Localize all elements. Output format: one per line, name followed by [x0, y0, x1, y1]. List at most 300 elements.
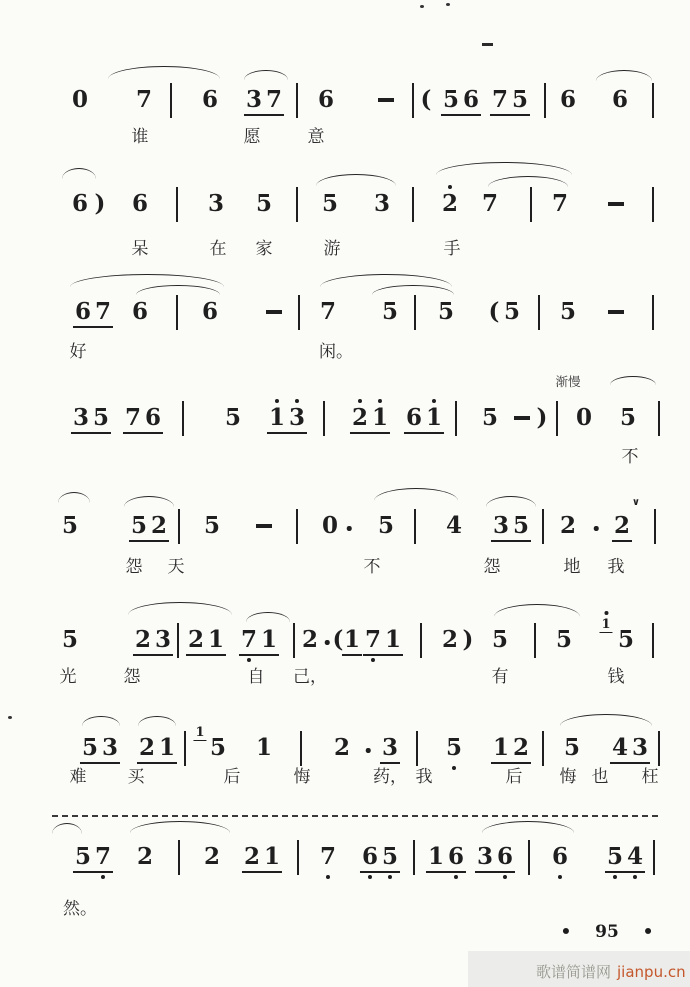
octave-dot-below	[633, 875, 637, 879]
note-digit: 1	[343, 626, 361, 653]
note-digit: 5	[61, 626, 79, 653]
note	[480, 192, 500, 218]
note-digit: 2	[441, 626, 459, 653]
note-digit: 1	[599, 618, 612, 631]
slur-mark	[596, 70, 652, 81]
octave-dot-below	[388, 875, 392, 879]
note-digit: 5	[61, 512, 79, 539]
lyric-syllable: 买	[127, 767, 145, 787]
barline	[658, 731, 660, 766]
note-digit: 6	[145, 404, 162, 431]
note-digit: 6	[360, 845, 380, 868]
lyric-syllable: 悔	[559, 767, 577, 787]
slur-mark	[488, 176, 568, 187]
duration-dash	[266, 310, 282, 314]
barline	[654, 509, 656, 544]
note-digit: 2	[301, 626, 319, 653]
note	[70, 88, 90, 114]
note	[123, 406, 163, 434]
note-digit: 5	[74, 843, 91, 870]
note-digit: )	[94, 190, 106, 217]
slur-mark	[62, 168, 96, 179]
slur-mark	[52, 823, 82, 834]
barline	[412, 187, 414, 222]
note	[612, 497, 641, 542]
note	[244, 88, 284, 116]
lyric-syllable: 光	[59, 667, 77, 687]
note	[605, 845, 645, 873]
parenthesis-mark	[461, 628, 476, 654]
note-digit: 7	[135, 86, 153, 113]
lyric-syllable: 我	[607, 557, 625, 577]
slur-mark	[482, 821, 574, 833]
note-digit: 2	[350, 406, 370, 429]
note-digit: 7	[95, 298, 112, 325]
lyric-syllable: 我	[415, 767, 433, 787]
lyric-syllable: 怨	[123, 667, 141, 687]
note	[300, 628, 320, 654]
note-digit: 7	[319, 298, 337, 325]
note-digit: 7	[551, 190, 569, 217]
note-digit: 2	[513, 734, 530, 761]
note-digit: 5	[209, 734, 227, 761]
note-digit: 5	[130, 512, 147, 539]
octave-dot-below	[326, 875, 330, 879]
note	[550, 192, 570, 218]
note-digit: 3	[476, 843, 493, 870]
note	[342, 628, 362, 656]
barline	[652, 83, 654, 118]
note-digit: 5	[81, 734, 98, 761]
note	[554, 628, 574, 654]
barline	[420, 623, 422, 658]
note	[440, 192, 460, 218]
note	[130, 300, 150, 326]
note-digit: 3	[287, 406, 307, 429]
note-digit: 7	[124, 404, 141, 431]
note	[60, 628, 80, 654]
lyric-syllable: 好	[69, 342, 87, 362]
note	[616, 628, 636, 654]
note-digit: (	[332, 626, 344, 653]
note-digit: 3	[102, 734, 119, 761]
barline	[182, 401, 184, 436]
note-digit: 1	[255, 734, 273, 761]
augmentation-dot	[347, 526, 352, 531]
watermark	[536, 961, 686, 982]
page-number-value: 95	[595, 922, 619, 942]
note-digit: 7	[239, 628, 259, 651]
barline	[414, 295, 416, 330]
note-digit: 5	[559, 298, 577, 325]
barline	[544, 83, 546, 118]
octave-dot-below	[101, 875, 105, 879]
note-digit: 5	[503, 298, 521, 325]
barline	[455, 401, 457, 436]
note-digit: 2	[333, 734, 351, 761]
note-digit: 4	[445, 512, 463, 539]
octave-dot-below	[452, 766, 456, 770]
note-digit: 3	[155, 626, 172, 653]
note-digit: 1	[370, 406, 390, 429]
note-digit: 5	[512, 86, 529, 113]
slur-mark	[58, 492, 90, 503]
barline	[658, 401, 660, 436]
note-digit: 7	[363, 628, 383, 651]
lyric-syllable: 手	[443, 239, 461, 259]
parenthesis-mark	[487, 300, 502, 326]
watermark-site-name: 歌谱简谱网	[536, 963, 612, 981]
barline	[178, 840, 180, 875]
barline	[652, 187, 654, 222]
octave-dot-below	[371, 658, 375, 662]
note-digit: 2	[138, 734, 155, 761]
note	[490, 628, 510, 654]
note-digit: 1	[385, 626, 402, 653]
note-digit: 6	[446, 845, 466, 868]
note	[610, 736, 650, 764]
slur-mark	[436, 162, 572, 175]
note	[491, 514, 531, 542]
note	[490, 88, 530, 116]
note-digit: 5	[605, 845, 625, 868]
note	[239, 628, 279, 656]
print-speck	[446, 3, 450, 6]
octave-dot-above	[432, 399, 436, 403]
note-digit: 2	[151, 512, 168, 539]
barline	[528, 840, 530, 875]
note	[562, 736, 582, 762]
lyric-syllable: 天	[167, 557, 185, 577]
lyric-syllable: 怨	[483, 557, 501, 577]
note-digit: 1	[267, 406, 287, 429]
note	[254, 736, 274, 762]
barline	[530, 187, 532, 222]
lyric-syllable: 谁	[131, 127, 149, 147]
parenthesis-mark	[419, 88, 434, 114]
note	[558, 300, 578, 326]
lyric-syllable: 悔	[293, 767, 311, 787]
slur-mark	[494, 604, 580, 617]
barline	[296, 187, 298, 222]
note	[376, 514, 396, 540]
note-digit: 1	[492, 734, 509, 761]
note	[320, 192, 340, 218]
augmentation-dot	[366, 748, 371, 753]
note-digit: 7	[93, 845, 113, 868]
barline	[296, 509, 298, 544]
slur-mark	[82, 716, 120, 726]
barline	[652, 295, 654, 330]
note	[200, 300, 220, 326]
lyric-syllable: 闲。	[319, 342, 353, 362]
lyric-syllable: 自	[247, 667, 265, 687]
note	[332, 736, 352, 762]
note	[137, 736, 177, 764]
note-digit: )	[462, 626, 474, 653]
lyric-syllable: 游	[323, 239, 341, 259]
note-digit: 5	[381, 298, 399, 325]
note	[436, 300, 456, 326]
note-digit: 3	[492, 512, 509, 539]
barline	[300, 731, 302, 766]
duration-dash	[378, 98, 394, 102]
tempo-label: 渐慢	[555, 374, 581, 389]
note	[444, 736, 464, 762]
lyric-syllable: 然。	[63, 899, 97, 919]
note	[363, 628, 403, 656]
note-digit: 1	[264, 843, 281, 870]
grace-note	[193, 726, 206, 741]
lyric-syllable: 不	[363, 557, 381, 577]
note	[133, 628, 173, 656]
note-digit: 2	[134, 626, 151, 653]
note-digit: (	[488, 298, 500, 325]
note	[73, 845, 113, 873]
note-digit: 6	[74, 298, 91, 325]
note	[558, 514, 578, 540]
octave-dot-above	[275, 399, 279, 403]
note	[404, 406, 444, 434]
duration-dash	[608, 310, 624, 314]
note-digit: 7	[318, 845, 338, 868]
octave-dot-below	[247, 658, 251, 662]
octave-dot-above	[378, 399, 382, 403]
lyric-syllable: 愿	[243, 127, 261, 147]
note-digit: 0	[71, 86, 89, 113]
octave-dot-below	[613, 875, 617, 879]
note-digit: )	[536, 404, 548, 431]
note-digit: 1	[159, 734, 176, 761]
duration-dash	[608, 202, 624, 206]
slur-mark	[610, 376, 656, 385]
lyric-syllable: 也	[591, 767, 609, 787]
note-digit: 2	[187, 626, 204, 653]
note	[360, 845, 400, 873]
note-digit: 2	[559, 512, 577, 539]
note	[60, 514, 80, 540]
note	[202, 845, 222, 871]
barline	[296, 83, 298, 118]
note	[202, 514, 222, 540]
note	[80, 736, 120, 764]
note-digit: 6	[131, 190, 149, 217]
note	[318, 300, 338, 326]
note	[267, 406, 307, 434]
note-digit: 1	[427, 843, 444, 870]
slur-mark	[130, 821, 230, 833]
note	[134, 88, 154, 114]
note-digit: 6	[405, 404, 422, 431]
octave-dot-above	[604, 611, 608, 615]
lyric-syllable: 枉	[641, 767, 659, 787]
watermark-url: jianpu.cn	[617, 963, 686, 981]
note-digit: 5	[481, 404, 499, 431]
note-digit: 5	[380, 845, 400, 868]
barline	[176, 295, 178, 330]
lyric-syllable: 难	[69, 767, 87, 787]
note	[380, 736, 400, 764]
note	[223, 406, 243, 432]
note	[242, 845, 282, 873]
note-digit: 1	[261, 626, 278, 653]
lyric-syllable: 不	[621, 447, 639, 467]
slur-mark	[560, 714, 652, 726]
note-digit: 6	[611, 86, 629, 113]
note	[426, 845, 466, 873]
note	[316, 88, 336, 114]
note-digit: 4	[625, 845, 645, 868]
barline	[653, 840, 655, 875]
barline	[323, 401, 325, 436]
slur-mark	[70, 274, 224, 287]
note-digit: 5	[619, 404, 637, 431]
slur-mark	[486, 496, 536, 507]
note	[441, 88, 481, 116]
note-digit: 5	[491, 626, 509, 653]
note	[73, 300, 113, 328]
grace-note	[599, 618, 612, 633]
note-digit: 6	[559, 86, 577, 113]
octave-dot-below	[503, 875, 507, 879]
note-digit: 6	[71, 190, 89, 217]
page-number-left-dot: •	[560, 922, 572, 942]
note	[350, 406, 390, 434]
note-digit: 5	[377, 512, 395, 539]
note-digit: 6	[201, 86, 219, 113]
note	[70, 192, 90, 218]
augmentation-dot	[325, 640, 330, 645]
lyric-syllable: 在	[209, 239, 227, 259]
note-digit: 5	[203, 512, 221, 539]
octave-dot-above	[448, 185, 452, 189]
lyric-syllable: 怨	[125, 557, 143, 577]
barline	[556, 401, 558, 436]
note-digit: 6	[131, 298, 149, 325]
note	[475, 845, 515, 873]
note-digit: 7	[491, 86, 508, 113]
barline	[413, 840, 415, 875]
barline	[176, 187, 178, 222]
note-digit: 6	[550, 845, 570, 868]
lyric-syllable: 药，	[373, 767, 407, 787]
spacer	[571, 925, 595, 938]
spacer	[619, 925, 643, 938]
note-digit: 0	[575, 404, 593, 431]
note-digit: 3	[632, 734, 649, 761]
note-digit: 1	[195, 725, 205, 740]
note	[254, 192, 274, 218]
slur-mark	[246, 612, 290, 622]
slur-mark	[124, 496, 174, 507]
note	[186, 628, 226, 656]
octave-dot-below	[558, 875, 562, 879]
duration-dash	[514, 416, 530, 420]
note-digit: 2	[440, 192, 460, 215]
note-digit: (	[420, 86, 432, 113]
octave-dot-above	[358, 399, 362, 403]
note-digit: 1	[424, 406, 444, 429]
note-digit: 6	[317, 86, 335, 113]
barline	[542, 509, 544, 544]
lyric-syllable: 有	[491, 667, 509, 687]
note-digit: 5	[93, 404, 110, 431]
cutoff-dash	[482, 43, 493, 46]
lyric-syllable: 呆	[131, 239, 149, 259]
note-digit: 6	[495, 845, 515, 868]
note-digit: 3	[72, 404, 89, 431]
note-digit: 5	[513, 512, 530, 539]
note	[558, 88, 578, 114]
slur-mark	[128, 602, 232, 615]
slur-mark	[108, 66, 220, 79]
augmentation-dot	[594, 526, 599, 531]
note-digit: 5	[617, 626, 635, 653]
note-digit: 1	[208, 626, 225, 653]
note-digit: 4	[611, 734, 628, 761]
print-speck	[420, 5, 424, 8]
note	[550, 845, 570, 871]
note-digit: 7	[481, 190, 499, 217]
lyric-syllable: 家	[255, 239, 273, 259]
barline	[414, 509, 416, 544]
breath-mark: ∨	[631, 497, 641, 508]
note-digit: 5	[444, 736, 464, 759]
note-digit: 5	[437, 298, 455, 325]
note-digit: 3	[373, 190, 391, 217]
note	[71, 406, 111, 434]
note	[502, 300, 522, 326]
barline	[652, 623, 654, 658]
note-digit: 2	[243, 843, 260, 870]
parenthesis-mark	[535, 406, 550, 432]
slur-mark	[316, 174, 396, 186]
lyric-syllable: 钱	[607, 667, 625, 687]
duration-dash	[256, 524, 272, 528]
barline	[542, 731, 544, 766]
barline	[534, 623, 536, 658]
note-digit: 5	[255, 190, 273, 217]
note-digit: 5	[563, 734, 581, 761]
note-digit: 3	[245, 86, 262, 113]
print-speck	[8, 716, 12, 719]
barline	[293, 623, 295, 658]
note-digit: 5	[442, 86, 459, 113]
slur-mark	[320, 274, 452, 287]
note	[491, 736, 531, 764]
note	[610, 88, 630, 114]
lyric-syllable: 地	[563, 557, 581, 577]
note	[206, 192, 226, 218]
note-digit: 3	[381, 734, 399, 761]
note	[208, 736, 228, 762]
note	[130, 192, 150, 218]
note	[135, 845, 155, 871]
note-digit: 5	[555, 626, 573, 653]
lyric-syllable: 后	[223, 767, 241, 787]
parenthesis-mark	[93, 192, 108, 218]
note-digit: 2	[136, 843, 154, 870]
note-digit: 6	[463, 86, 480, 113]
note	[574, 406, 594, 432]
barline	[298, 295, 300, 330]
note	[618, 406, 638, 432]
octave-dot-above	[295, 399, 299, 403]
note-digit: 3	[207, 190, 225, 217]
lyric-syllable: 后	[505, 767, 523, 787]
note	[320, 514, 340, 540]
barline	[538, 295, 540, 330]
